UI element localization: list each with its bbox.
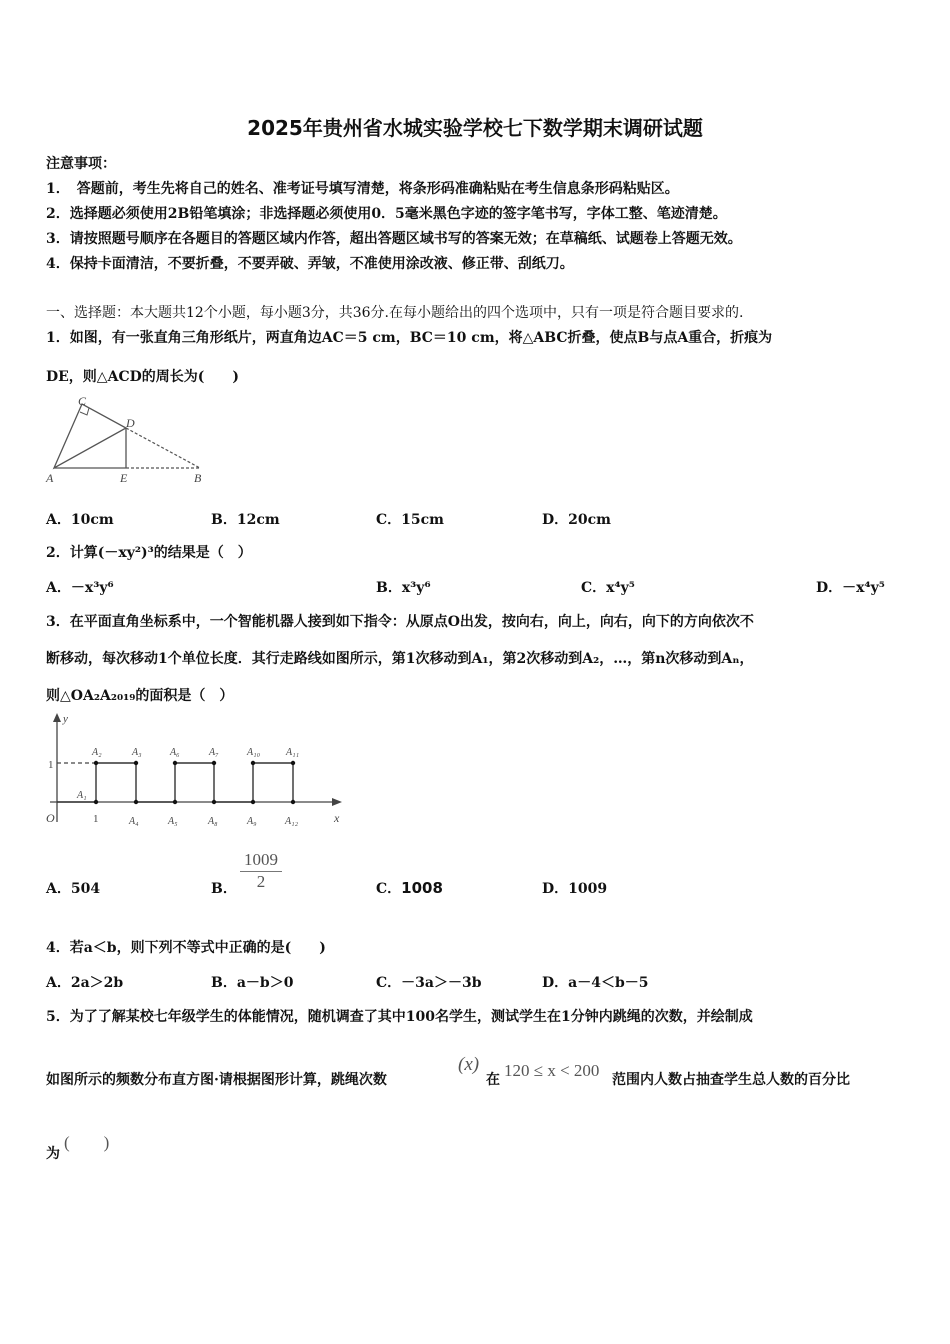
note-item-3: 3．请按照题号顺序在各题目的答题区域内作答，超出答题区域书写的答案无效；在草稿纸、试题卷上答题无效。: [46, 231, 742, 247]
q2-option-a[interactable]: A．－x³y⁶: [46, 580, 114, 596]
label-a7: A₇: [209, 747, 219, 758]
label-a6: A₆: [170, 747, 180, 758]
q5-stem-line1: 5．为了了解某校七年级学生的体能情况，随机调查了其中100名学生，测试学生在1分钟内跳绳的次数，并绘制成: [46, 1009, 753, 1025]
label-a12: A₁₂: [285, 816, 299, 827]
triangle-acd: [54, 404, 126, 468]
y-axis-label: y: [63, 713, 68, 725]
q1-option-d[interactable]: D．20cm: [542, 512, 611, 528]
q3-option-c[interactable]: [376, 878, 443, 898]
y-axis-arrow: [53, 713, 61, 722]
q5-line3: 为: [46, 1146, 60, 1162]
label-a1: A₁: [77, 790, 87, 801]
label-a4: A₄: [129, 816, 139, 827]
q3-option-c-value: 1008: [401, 879, 443, 897]
q3-option-d[interactable]: D．1009: [542, 881, 608, 897]
label-a3: A₃: [132, 747, 142, 758]
q3-option-b-prefix[interactable]: B．: [211, 881, 237, 897]
fraction-numerator: 1009: [244, 850, 278, 869]
q3-stem-line1: 3．在平面直角坐标系中，一个智能机器人接到如下指令：从原点O出发，按向右，向上，向右，向下的方向依次不: [46, 614, 754, 630]
label-d: D: [126, 416, 135, 430]
notes-heading: 注意事项：: [46, 156, 116, 172]
q4-stem: 4．若a＜b，则下列不等式中正确的是( ): [46, 940, 326, 956]
right-angle-mark: [80, 408, 89, 415]
q3-stem-line2: 断移动，每次移动1个单位长度．其行走路线如图所示，第1次移动到A₁，第2次移动到A₂，…，第n次移动到Aₙ，: [46, 651, 754, 667]
label-a8: A₈: [208, 816, 218, 827]
q2-stem: 2．计算(－xy²)³的结果是（ ）: [46, 545, 252, 561]
q5-range: 120 ≤ x < 200: [504, 1061, 600, 1080]
q5-line2-part1: 如图所示的频数分布直方图·请根据图形计算，跳绳次数: [46, 1072, 387, 1088]
q3-stem-line3: 则△OA₂A₂₀₁₉的面积是（ ）: [46, 688, 234, 704]
q1-triangle-figure: [40, 394, 220, 488]
q3-option-a[interactable]: A．504: [46, 881, 101, 897]
path-points: [94, 761, 295, 804]
q4-option-a[interactable]: A．2a＞2b: [46, 975, 124, 991]
q2-option-d[interactable]: D．－x⁴y⁵: [816, 580, 885, 596]
section-heading: 一、选择题：本大题共12个小题，每小题3分，共36分.在每小题给出的四个选项中，只有一项是符合题目要求的.: [46, 305, 744, 321]
note-item-1: 1． 答题前，考生先将自己的姓名、准考证号填写清楚，将条形码准确粘贴在考生信息条形码粘贴区。: [46, 181, 679, 197]
x-one-label: 1: [93, 813, 99, 825]
label-a9: A₉: [247, 816, 257, 827]
page-title: 2025年贵州省水城实验学校七下数学期末调研试题: [247, 116, 703, 140]
label-c: C: [78, 394, 87, 408]
label-a10: A₁₀: [247, 747, 261, 758]
x-axis-arrow: [332, 798, 342, 806]
q5-line2-part2: 在: [486, 1072, 500, 1088]
note-item-2: 2．选择题必须使用2B铅笔填涂；非选择题必须使用0．5毫米黑色字迹的签字笔书写，字体工整、笔迹清楚。: [46, 206, 727, 222]
q3-option-b-fraction[interactable]: [240, 850, 282, 892]
label-a: A: [46, 471, 54, 485]
q4-option-d[interactable]: D．a－4＜b－5: [542, 975, 649, 991]
q1-option-b[interactable]: B．12cm: [211, 512, 280, 528]
q4-option-b[interactable]: B．a－b＞0: [211, 975, 294, 991]
q3-option-c-prefix: C．: [376, 881, 402, 897]
q1-stem-line1: 1．如图，有一张直角三角形纸片，两直角边AC＝5 cm，BC＝10 cm，将△ABC折叠，使点B与点A重合，折痕为: [46, 330, 773, 346]
note-item-4: 4．保持卡面清洁，不要折叠，不要弄破、弄皱，不准使用涂改液、修正带、刮纸刀。: [46, 256, 574, 272]
segment-db-dashed: [126, 428, 200, 468]
label-e: E: [120, 471, 128, 485]
q4-option-c[interactable]: C．－3a＞－3b: [376, 975, 482, 991]
label-a5: A₅: [168, 816, 178, 827]
q3-path-figure: [40, 710, 360, 830]
q5-variable-x: (x): [458, 1054, 480, 1075]
q1-option-c[interactable]: C．15cm: [376, 512, 444, 528]
robot-path: [57, 763, 293, 802]
q2-option-c[interactable]: C．x⁴y⁵: [581, 580, 635, 596]
fraction-denominator: 2: [240, 871, 282, 892]
q1-option-a[interactable]: A．10cm: [46, 512, 114, 528]
q2-option-b[interactable]: B．x³y⁶: [376, 580, 431, 596]
label-a2: A₂: [92, 747, 102, 758]
label-a11: A₁₁: [286, 747, 300, 758]
q5-line2-part3: 范围内人数占抽查学生总人数的百分比: [612, 1072, 850, 1088]
q1-stem-line2: DE，则△ACD的周长为( ): [46, 369, 239, 385]
origin-label: O: [46, 811, 55, 825]
x-axis-label: x: [334, 811, 340, 825]
q5-answer-paren: ( ): [64, 1133, 110, 1152]
label-b: B: [194, 471, 202, 485]
y-one-label: 1: [48, 759, 54, 771]
